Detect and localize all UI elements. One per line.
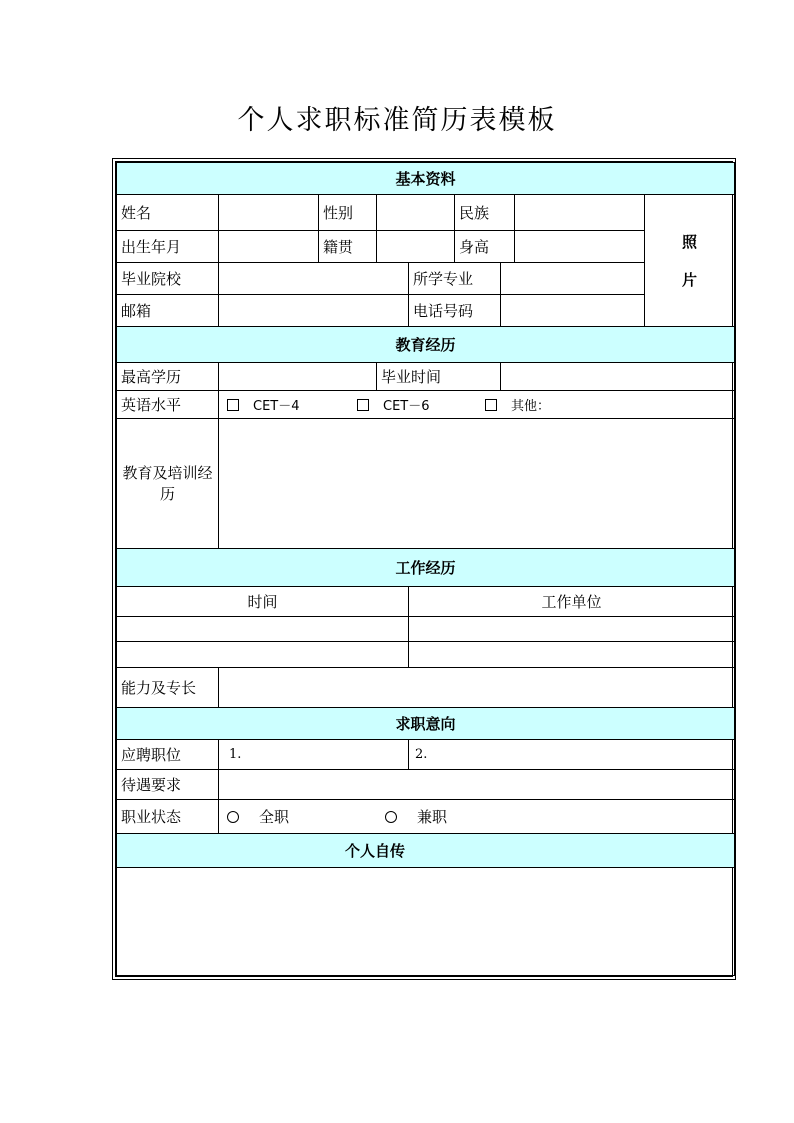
section-education-header: 教育经历: [117, 327, 735, 363]
origin-label: 籍贯: [319, 231, 377, 263]
height-field[interactable]: [515, 231, 645, 263]
school-field[interactable]: [219, 263, 409, 295]
salary-field[interactable]: [219, 770, 735, 800]
birth-field[interactable]: [219, 231, 319, 263]
position-field-1[interactable]: 1.: [219, 740, 409, 770]
other-label: 其他：: [511, 399, 551, 414]
photo-label-1: 照: [682, 232, 698, 251]
degree-field[interactable]: [219, 363, 377, 391]
edu-history-label: 教育及培训经历: [117, 419, 219, 549]
ethnicity-field[interactable]: [515, 195, 645, 231]
status-options: [219, 800, 735, 834]
major-label: 所学专业: [409, 263, 501, 295]
resume-form: [112, 158, 736, 980]
name-field[interactable]: [219, 195, 319, 231]
salary-label: 待遇要求: [117, 770, 219, 800]
other-checkbox[interactable]: [485, 399, 497, 411]
birth-label: 出生年月: [117, 231, 219, 263]
ethnicity-label: 民族: [455, 195, 515, 231]
parttime-label: 兼职: [417, 808, 448, 826]
resume-table: [116, 162, 735, 976]
work-col-time: 时间: [117, 587, 409, 617]
work-company-field[interactable]: [409, 642, 735, 668]
height-label: 身高: [455, 231, 515, 263]
skills-field[interactable]: [219, 668, 735, 708]
phone-label: 电话号码: [409, 295, 501, 327]
section-work-header: 工作经历: [117, 549, 735, 587]
name-label: 姓名: [117, 195, 219, 231]
parttime-radio[interactable]: [385, 811, 397, 823]
grad-time-label: 毕业时间: [377, 363, 501, 391]
english-label: 英语水平: [117, 391, 219, 419]
bio-field[interactable]: [117, 868, 735, 976]
phone-field[interactable]: [501, 295, 645, 327]
resume-form-inner: [115, 161, 733, 977]
photo-label-2: 片: [682, 270, 698, 289]
english-options: [219, 391, 735, 419]
work-col-company: 工作单位: [409, 587, 735, 617]
position-label: 应聘职位: [117, 740, 219, 770]
cet6-label: CET－6: [383, 399, 430, 414]
gender-label: 性别: [319, 195, 377, 231]
page-title: 个人求职标准简历表模板: [237, 105, 557, 136]
email-field[interactable]: [219, 295, 409, 327]
gender-field[interactable]: [377, 195, 455, 231]
position-field-2[interactable]: 2.: [409, 740, 735, 770]
bio-header-label: 个人自传: [344, 842, 405, 860]
fulltime-label: 全职: [259, 808, 290, 826]
grad-time-field[interactable]: [501, 363, 735, 391]
degree-label: 最高学历: [117, 363, 219, 391]
cet4-label: CET－4: [253, 399, 300, 414]
work-time-field[interactable]: [117, 617, 409, 642]
work-company-field[interactable]: [409, 617, 735, 642]
section-basic-header: 基本资料: [117, 163, 735, 195]
work-time-field[interactable]: [117, 642, 409, 668]
email-label: 邮箱: [117, 295, 219, 327]
cet6-checkbox[interactable]: [357, 399, 369, 411]
major-field[interactable]: [501, 263, 645, 295]
fulltime-radio[interactable]: [227, 811, 239, 823]
skills-label: 能力及专长: [117, 668, 219, 708]
cet4-checkbox[interactable]: [227, 399, 239, 411]
edu-history-field[interactable]: [219, 419, 735, 549]
photo-box[interactable]: [645, 195, 735, 327]
section-intent-header: 求职意向: [117, 708, 735, 740]
school-label: 毕业院校: [117, 263, 219, 295]
status-label: 职业状态: [117, 800, 219, 834]
origin-field[interactable]: [377, 231, 455, 263]
section-bio-header: [117, 834, 735, 868]
